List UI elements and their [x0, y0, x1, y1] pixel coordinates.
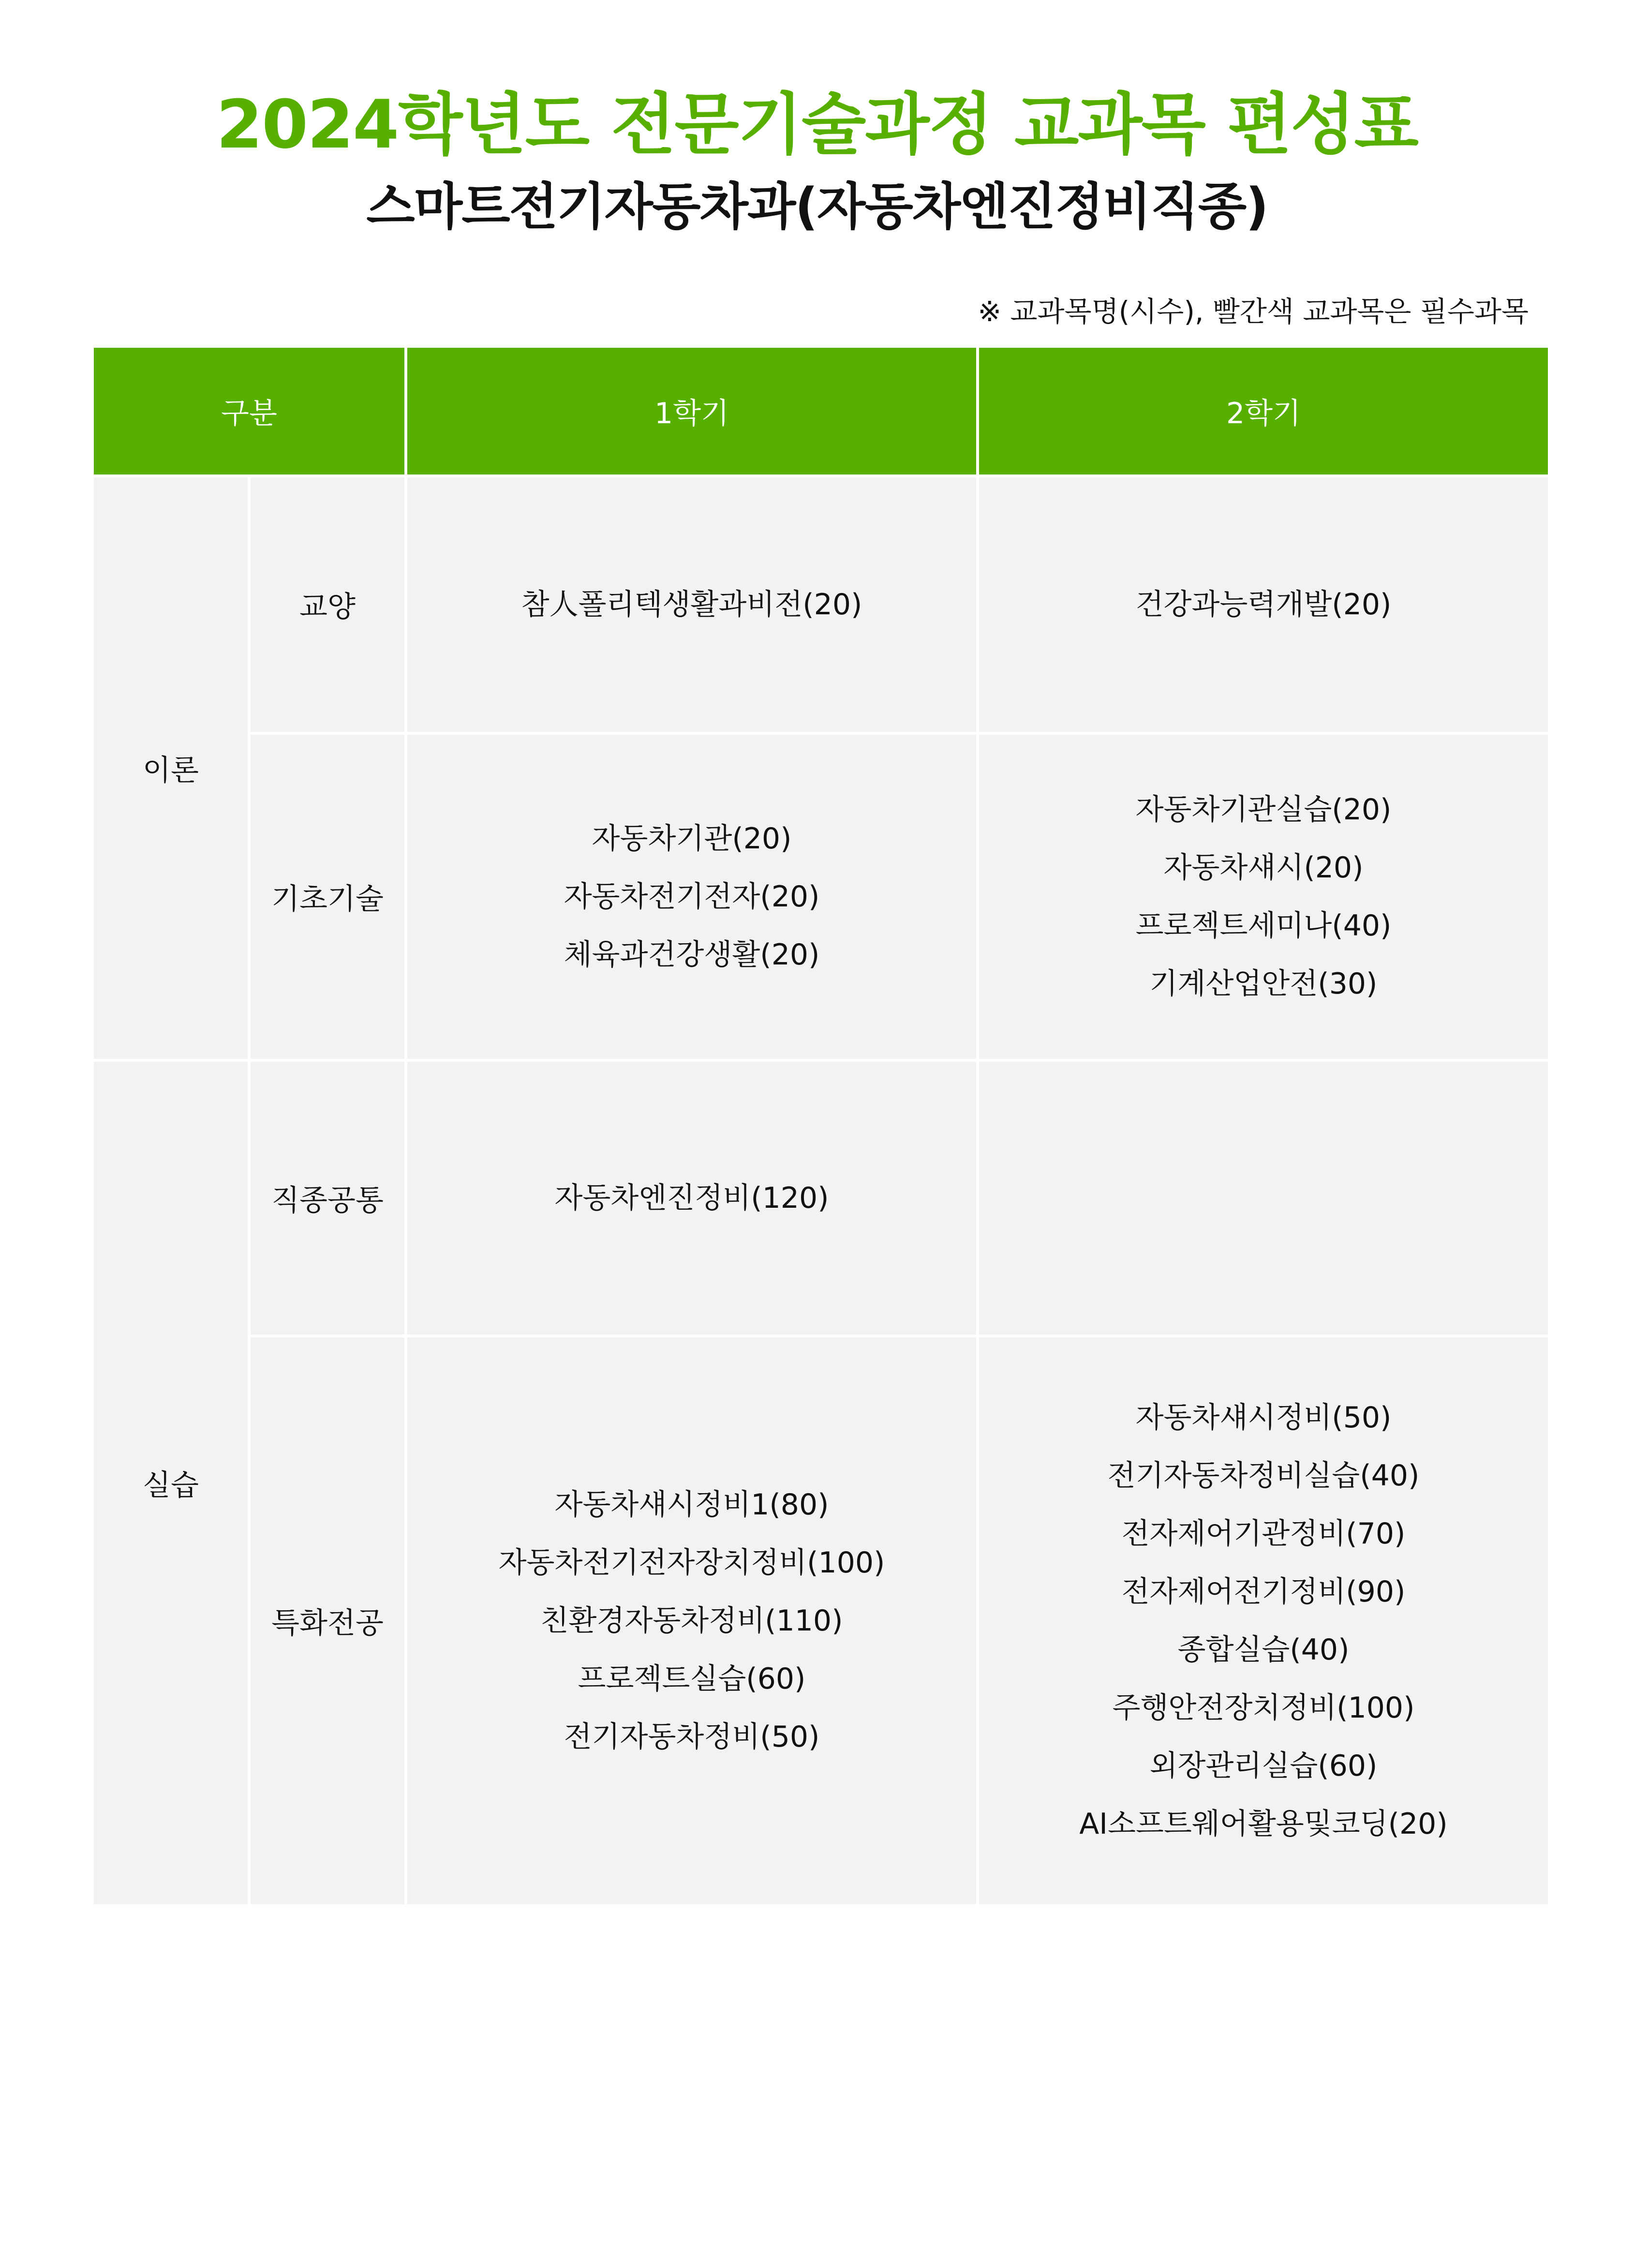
group-label-practice: 실습: [92, 1060, 249, 1906]
table-row: [92, 1336, 1549, 1906]
course-item: 전기자동차정비(50): [564, 1720, 820, 1754]
curriculum-table: [91, 345, 1551, 1907]
row-label-specialized-major: 특화전공: [249, 1336, 406, 1906]
course-item: 자동차섀시정비1(80): [554, 1488, 829, 1522]
semester1-cell: [406, 1060, 978, 1336]
course-item: 전자제어기관정비(70): [1121, 1517, 1406, 1551]
course-item: 체육과건강생활(20): [564, 938, 820, 972]
semester2-cell: [978, 1336, 1549, 1906]
row-label-liberal-arts: 교양: [249, 476, 406, 733]
course-item: 건강과능력개발(20): [1135, 588, 1392, 622]
header-category: 구분: [92, 346, 406, 476]
course-item: 기계산업안전(30): [1149, 967, 1378, 1001]
table-row: [92, 476, 1549, 733]
course-item: 자동차엔진정비(120): [554, 1181, 829, 1215]
table-row: [92, 1060, 1549, 1336]
course-item: 자동차기관실습(20): [1135, 793, 1392, 827]
course-item: 주행안전장치정비(100): [1112, 1691, 1415, 1725]
course-item: 종합실습(40): [1177, 1633, 1350, 1667]
course-item: 자동차전기전자장치정비(100): [498, 1546, 885, 1580]
semester2-cell: [978, 733, 1549, 1060]
course-item: 외장관리실습(60): [1149, 1749, 1378, 1783]
course-item: 전기자동차정비실습(40): [1107, 1459, 1420, 1493]
row-label-common-occupation: 직종공통: [249, 1060, 406, 1336]
course-item: 참人폴리텍생활과비전(20): [521, 588, 862, 622]
table-header-row: [92, 346, 1549, 476]
header-semester1: 1학기: [406, 346, 978, 476]
course-item: 프로젝트세미나(40): [1135, 909, 1392, 943]
header-semester2: 2학기: [978, 346, 1549, 476]
semester1-cell: [406, 1336, 978, 1906]
page-title: 2024학년도 전문기술과정 교과목 편성표: [216, 86, 1418, 163]
course-item: 친환경자동차정비(110): [540, 1604, 843, 1638]
table-row: [92, 733, 1549, 1060]
row-label-basic-technology: 기초기술: [249, 733, 406, 1060]
semester2-cell: [978, 476, 1549, 733]
legend-note: ※ 교과목명(시수), 빨간색 교과목은 필수과목: [978, 295, 1529, 328]
semester1-cell: [406, 476, 978, 733]
course-item: 자동차전기전자(20): [564, 880, 820, 914]
course-item: 프로젝트실습(60): [578, 1662, 806, 1696]
course-item: 자동차섀시(20): [1163, 851, 1364, 885]
course-item: 전자제어전기정비(90): [1121, 1575, 1406, 1609]
semester2-cell: [978, 1060, 1549, 1336]
course-item: AI소프트웨어활용및코딩(20): [1079, 1807, 1448, 1841]
page-subtitle: 스마트전기자동차과(자동차엔진정비직종): [366, 177, 1268, 236]
group-label-theory: 이론: [92, 476, 249, 1060]
course-item: 자동차기관(20): [592, 822, 792, 856]
course-item: 자동차섀시정비(50): [1135, 1401, 1392, 1435]
semester1-cell: [406, 733, 978, 1060]
